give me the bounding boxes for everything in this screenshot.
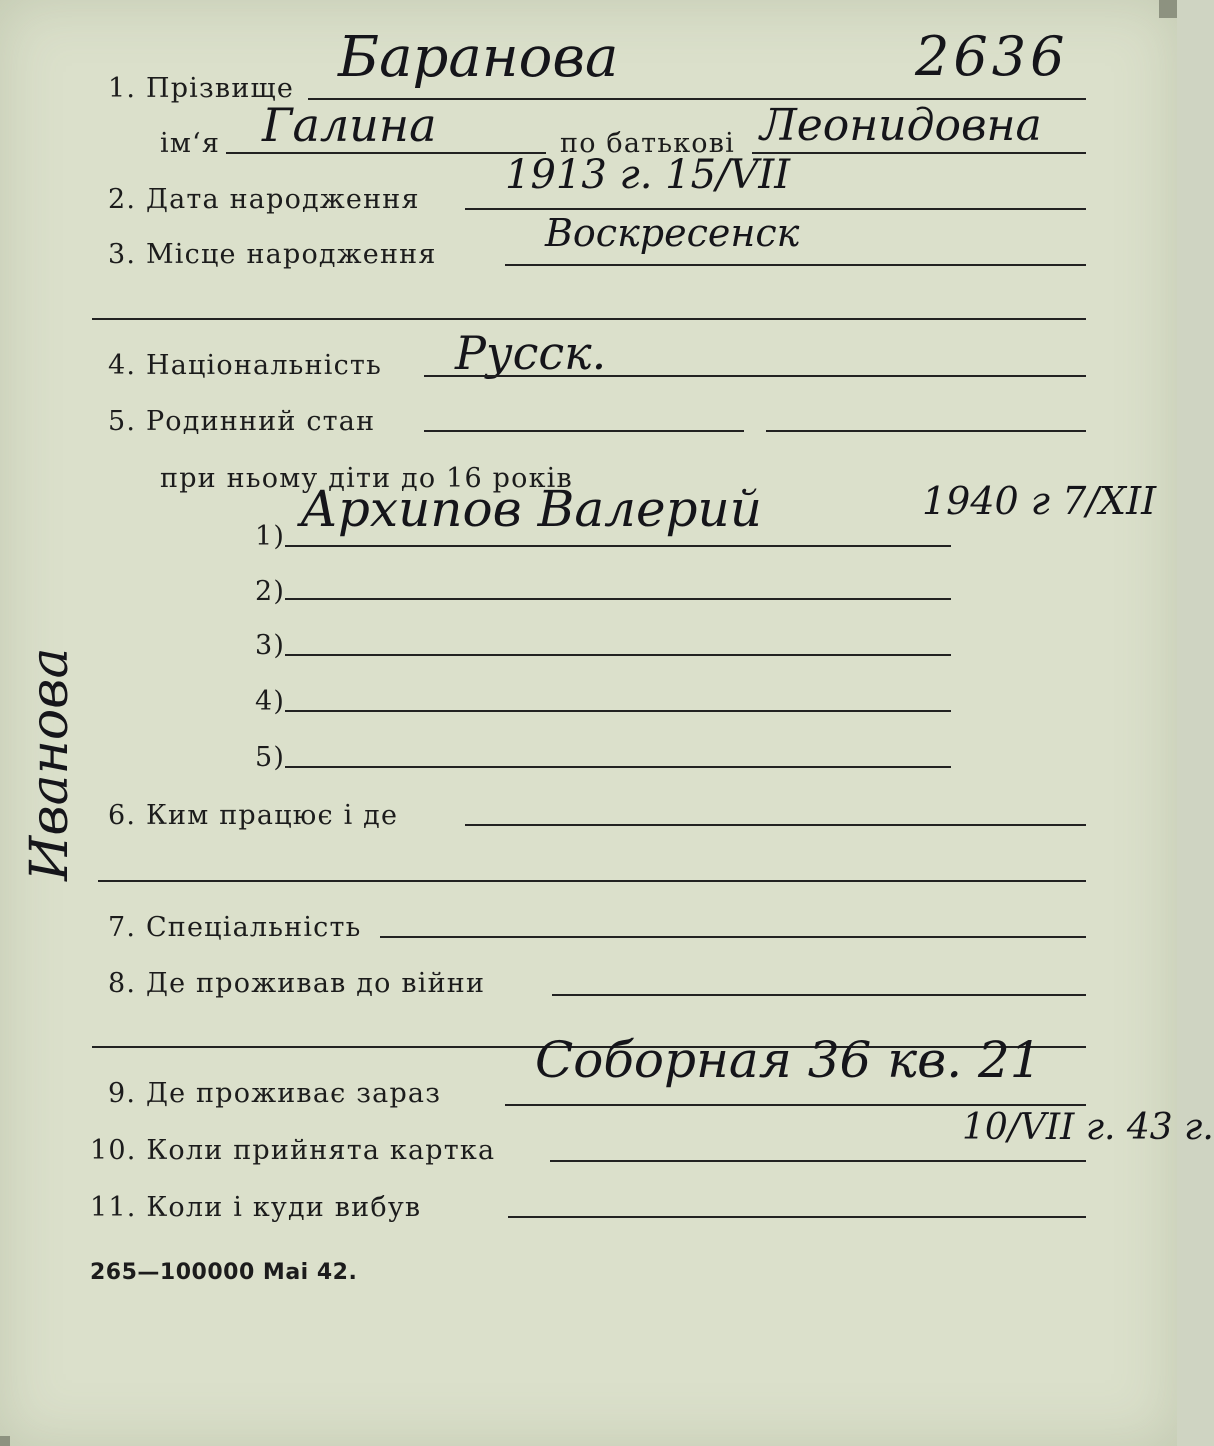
departure-line	[508, 1216, 1086, 1218]
birth-place-line	[505, 264, 1086, 266]
children-label: при ньому діти до 16 років	[160, 463, 573, 494]
child-2-line	[285, 598, 951, 600]
specialty-label: 7. Спеціальність	[108, 912, 362, 943]
patronymic-handwriting: Леонидовна	[760, 100, 1042, 151]
prewar-residence-line	[552, 994, 1086, 996]
margin-handwriting: Иванова	[20, 647, 80, 881]
first-name-label: ім‘я	[160, 128, 221, 159]
child-1-line	[285, 545, 951, 547]
child-4-line	[285, 710, 951, 712]
birth-date-label: 2. Дата народження	[108, 184, 420, 215]
birth-date-line	[465, 208, 1086, 210]
child-1-birth-date: 1940 г 7/XII	[922, 479, 1157, 523]
birth-place-line-2	[92, 318, 1086, 320]
patronymic-label: по батькові	[560, 128, 735, 159]
specialty-line	[380, 936, 1086, 938]
background-corner-bottom	[0, 1436, 10, 1446]
birth-place-label: 3. Місце народження	[108, 239, 437, 270]
marital-status-label: 5. Родинний стан	[108, 406, 376, 437]
birth-date-handwriting: 1913 г. 15/VII	[505, 152, 791, 198]
card-accepted-handwriting: 10/VII г. 43 г.	[962, 1107, 1214, 1148]
child-1-handwriting: Архипов Валерий	[300, 480, 762, 538]
employment-line	[465, 824, 1086, 826]
card-accepted-line	[550, 1160, 1086, 1162]
child-2-number: 2)	[255, 576, 286, 607]
child-1-number: 1)	[255, 521, 286, 552]
child-4-number: 4)	[255, 686, 286, 717]
employment-label: 6. Ким працює і де	[108, 800, 399, 831]
marital-status-line-2	[766, 430, 1086, 432]
birth-place-handwriting: Воскресенск	[545, 211, 800, 255]
first-name-line	[226, 152, 546, 154]
current-residence-line	[505, 1104, 1086, 1106]
card-accepted-label: 10. Коли прийнята картка	[90, 1135, 496, 1166]
departure-label: 11. Коли і куди вибув	[90, 1192, 422, 1223]
print-info: 265—100000 Mai 42.	[90, 1260, 358, 1285]
first-name-handwriting: Галина	[262, 98, 437, 152]
child-3-number: 3)	[255, 630, 286, 661]
current-residence-label: 9. Де проживає зараз	[108, 1078, 442, 1109]
current-residence-handwriting: Соборная 36 кв. 21	[535, 1031, 1042, 1089]
nationality-line	[424, 375, 1086, 377]
patronymic-line	[752, 152, 1086, 154]
child-5-number: 5)	[255, 742, 286, 773]
marital-status-line	[424, 430, 744, 432]
card-number: 2636	[915, 25, 1069, 88]
surname-handwriting: Баранова	[338, 25, 619, 90]
nationality-label: 4. Національність	[108, 350, 382, 381]
nationality-handwriting: Русск.	[455, 326, 607, 380]
employment-line-2	[98, 880, 1086, 882]
surname-label: 1. Прізвище	[108, 73, 295, 104]
prewar-residence-label: 8. Де проживав до війни	[108, 968, 486, 999]
background-corner	[1159, 0, 1177, 18]
child-3-line	[285, 654, 951, 656]
child-5-line	[285, 766, 951, 768]
